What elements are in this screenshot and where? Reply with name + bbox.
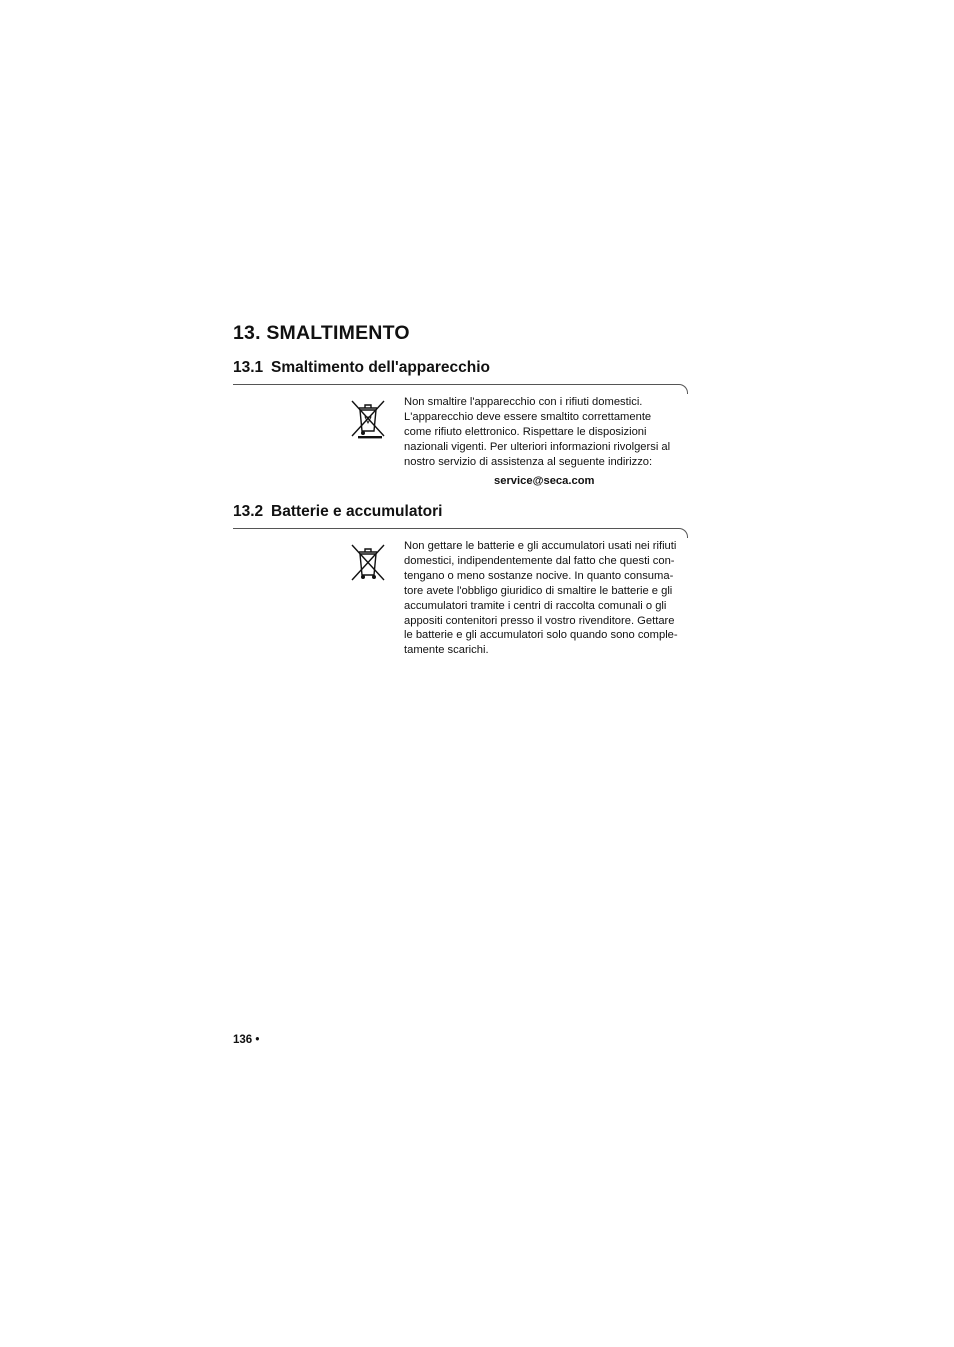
section-title-batteries (233, 503, 442, 521)
section-number: 13.2 (233, 503, 264, 520)
text-line: L'apparecchio deve essere smaltito correttamente (404, 410, 652, 423)
section-title-text: Batterie e accumulatori (271, 503, 443, 520)
text-line: accumulatori tramite i centri di raccolta comunali o gli (404, 599, 667, 612)
text-line: come rifiuto elettronico. Rispettare le disposizioni (404, 425, 647, 438)
section-divider (233, 384, 688, 394)
text-line: Non smaltire l'apparecchio con i rifiuti domestici. (404, 396, 643, 408)
section-paragraph (404, 395, 694, 470)
text-line: appositi contenitori presso il vostro rivenditore. Gettare (404, 614, 675, 627)
text-line: tamente scarichi. (404, 644, 489, 657)
crossed-out-wheelie-bin-icon (348, 397, 388, 439)
section-number: 13.1 (233, 359, 264, 376)
service-email: service@seca.com (494, 475, 595, 487)
section-divider (233, 528, 688, 538)
text-line: nazionali vigenti. Per ulteriori informazioni rivolgersi al (404, 440, 671, 453)
crossed-out-wheelie-bin-icon (348, 541, 388, 583)
text-line: le batterie e gli accumulatori solo quando sono comple- (404, 629, 678, 642)
text-line: nostro servizio di assistenza al seguente indirizzo: (404, 455, 653, 468)
text-line: domestici, indipendentemente dal fatto che questi con- (404, 554, 675, 567)
page-number: 136 • (233, 1034, 260, 1046)
section-title-text: Smaltimento dell'apparecchio (271, 359, 491, 376)
section-paragraph (404, 539, 694, 658)
chapter-title: 13. SMALTIMENTO (233, 322, 410, 344)
text-line: tengano o meno sostanze nocive. In quanto consuma- (404, 569, 674, 582)
text-line: Non gettare le batterie e gli accumulatori usati nei rifiuti (404, 540, 677, 552)
text-line: tore avete l'obbligo giuridico di smaltire le batterie e gli (404, 584, 673, 597)
section-title-disposal-device (233, 359, 490, 377)
